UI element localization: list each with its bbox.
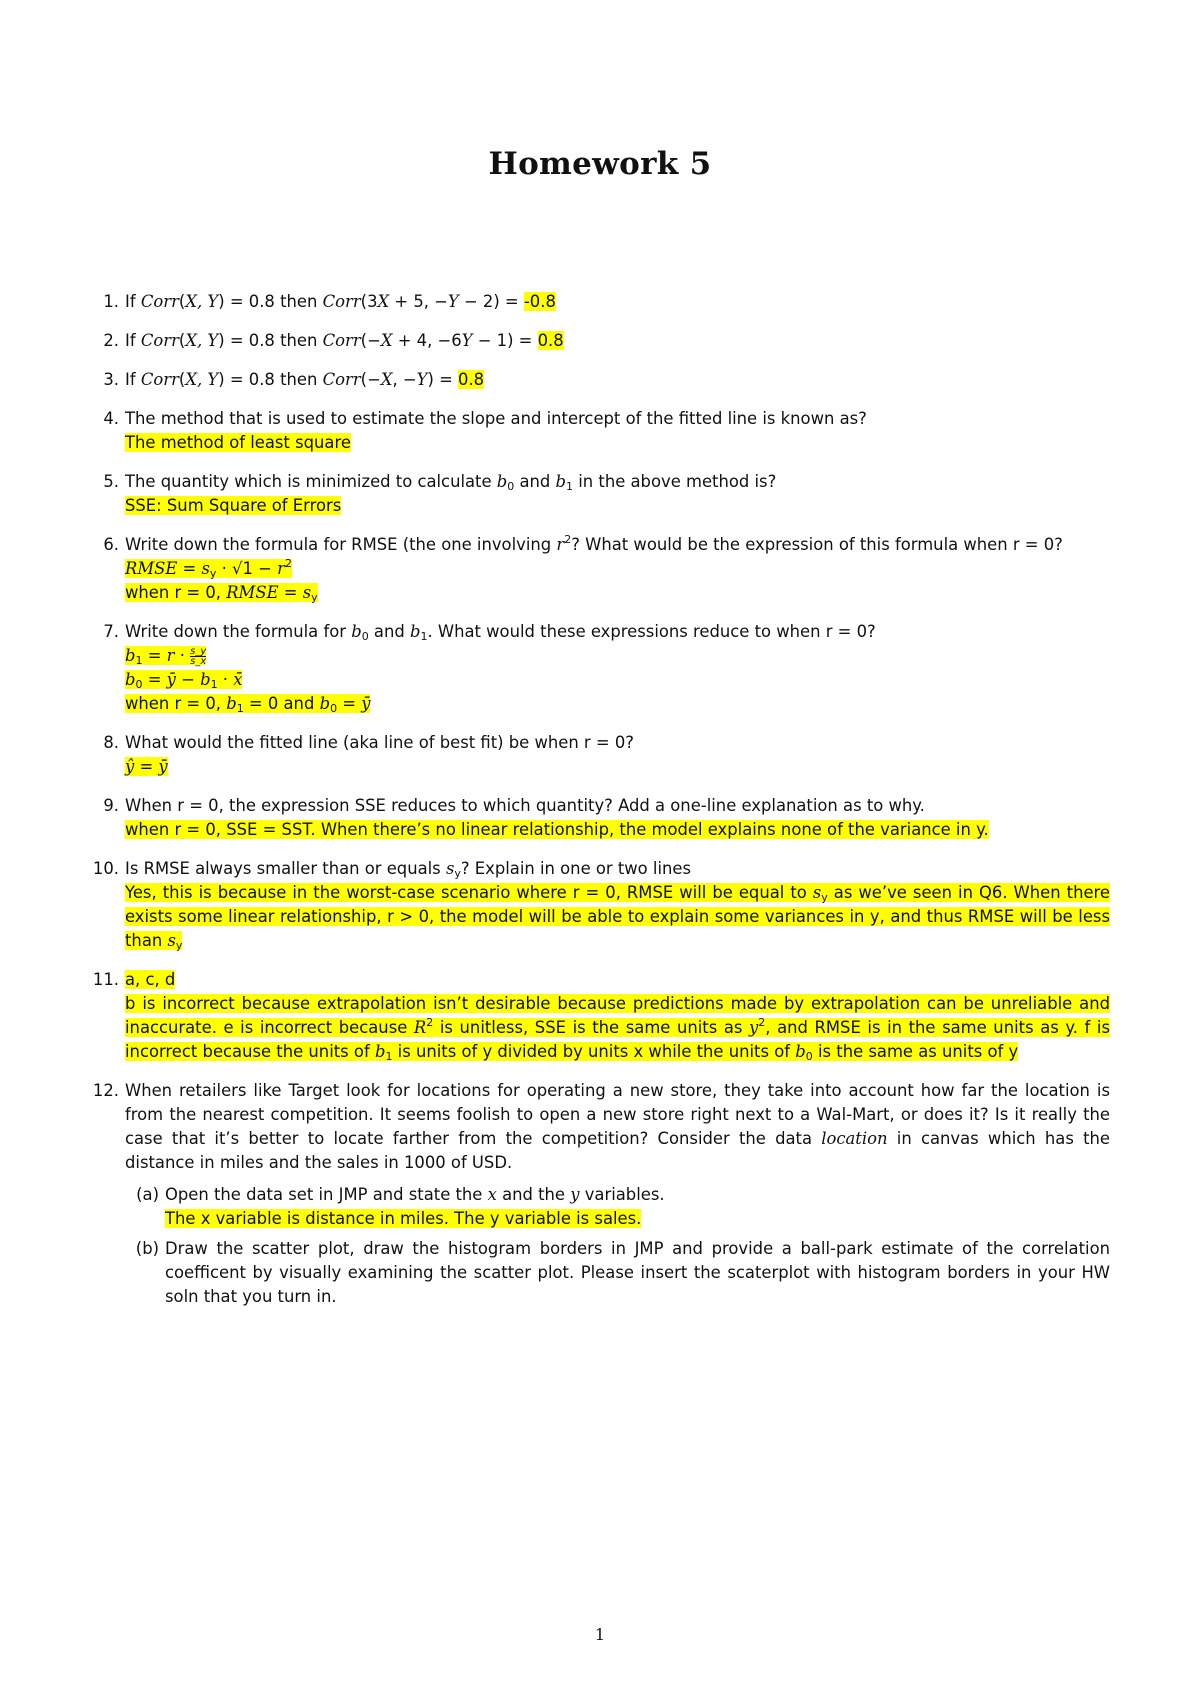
q7-l3-eq: = <box>337 694 362 713</box>
fraction-numerator: s_y <box>190 646 207 657</box>
question-list <box>92 290 1111 1324</box>
q3-corr-2: Corr <box>322 370 361 389</box>
q6-text-b: ? What would be the expression of this formula when r = 0? <box>571 535 1063 554</box>
q3-text-e: , − <box>392 370 417 389</box>
subquestion-label: (b) <box>135 1239 159 1258</box>
q7-l2-sub: 0 <box>135 678 143 691</box>
q11-R: R <box>413 1018 427 1037</box>
q7-b1-sub: 1 <box>420 630 428 643</box>
q11-y-sup: 2 <box>758 1016 766 1029</box>
question-12 <box>92 1079 1110 1309</box>
q6-text-a: Write down the formula for RMSE (the one involving <box>125 535 557 554</box>
answer-highlight: The x variable is distance in miles. The y variable is sales. <box>165 1209 642 1228</box>
page-title: Homework 5 <box>488 146 712 182</box>
subquestion-b <box>135 1237 1110 1309</box>
q6-sqrt: · √1 − <box>216 559 278 578</box>
answer-highlight <box>125 694 370 713</box>
q1-xy: X, Y <box>185 292 219 311</box>
q1-text-b: ( <box>178 292 186 311</box>
q6-rmse-2: RMSE <box>226 583 279 602</box>
q3-text-d: (− <box>360 370 381 389</box>
q3-text-f: ) = <box>427 370 459 389</box>
q6-s: s <box>201 559 210 578</box>
q7-l2-minus: − <box>175 670 201 689</box>
q6-s-sub: y <box>209 567 217 580</box>
answer-highlight: The method of least square <box>125 433 351 452</box>
subquestion-list <box>125 1183 1110 1309</box>
q5-b1-sub: 1 <box>566 480 574 493</box>
fraction <box>190 647 206 666</box>
answer-highlight: 0.8 <box>537 331 564 350</box>
page-number: 1 <box>594 1625 606 1644</box>
question-4 <box>103 407 1110 455</box>
q7-l1-sub: 1 <box>135 654 143 667</box>
q1-text-d: (3 <box>360 292 378 311</box>
answer-paragraph <box>125 992 1110 1064</box>
answer-highlight <box>125 646 206 665</box>
question-7 <box>103 620 1110 716</box>
q7-l2-b1: b <box>200 670 211 689</box>
q7-l1-b: b <box>125 646 136 665</box>
q11-y: y <box>749 1018 759 1037</box>
q10-ans-s-sub: y <box>821 891 828 904</box>
answer-highlight: a, c, d <box>125 970 176 989</box>
question-text <box>125 857 1110 881</box>
q11-b1: b <box>374 1042 386 1061</box>
q2-text-d: (− <box>360 331 381 350</box>
q7-l2-b: b <box>125 670 136 689</box>
q7-l1-eq: = <box>142 646 167 665</box>
q12a-text-c: variables. <box>579 1185 665 1204</box>
question-6 <box>103 533 1110 605</box>
answer-highlight: -0.8 <box>523 292 556 311</box>
q1-corr-1: Corr <box>140 292 179 311</box>
question-number: 8. <box>103 733 119 752</box>
question-text <box>125 533 1110 557</box>
question-number: 4. <box>103 409 119 428</box>
q2-y: Y <box>461 331 473 350</box>
question-8 <box>103 731 1110 779</box>
q10-ans-a: Yes, this is because in the worst-case scenario where r = 0, RMSE will be equal to <box>125 883 813 902</box>
q10-text-a: Is RMSE always smaller than or equals <box>125 859 446 878</box>
q12-text-a: When retailers like Target look for locations for operating a new store, they take into account how far the location is from the nearest competition. It seems foolish to open a new store right next to a Wal-Mart, or does it? Is it really the case that it’s better to locate farther from the competition? Consider the data <box>125 1081 1110 1148</box>
q6-eq-2: = <box>278 583 303 602</box>
q5-text-b: and <box>514 472 556 491</box>
question-11 <box>92 968 1110 1064</box>
question-number: 9. <box>103 796 119 815</box>
question-number: 3. <box>103 370 119 389</box>
q11-b1-sub: 1 <box>385 1050 393 1063</box>
q3-text-a: If <box>125 370 141 389</box>
question-text: When r = 0, the expression SSE reduces to which quantity? Add a one-line explanation as to why. <box>125 796 925 815</box>
q7-l1-dot: · <box>174 646 191 665</box>
q2-xy: X, Y <box>185 331 219 350</box>
question-number: 10. <box>92 859 119 878</box>
question-number: 12. <box>92 1081 119 1100</box>
subquestion-text: Draw the scatter plot, draw the histogram borders in JMP and provide a ball-park estimate of the correlation coefficent by visually examining the scatter plot. Please insert the scaterplot with histogram borders in your HW soln that you turn in. <box>165 1239 1110 1306</box>
q3-y: Y <box>416 370 428 389</box>
question-number: 5. <box>103 472 119 491</box>
q7-l3-when: when r = 0, <box>125 694 227 713</box>
answer-highlight: ŷ = ȳ <box>125 757 168 776</box>
question-text <box>125 470 1110 494</box>
q7-text-c: . What would these expressions reduce to when r = 0? <box>427 622 876 641</box>
answer-highlight <box>125 883 1110 950</box>
q2-text-b: ( <box>178 331 186 350</box>
question-2 <box>103 329 1110 353</box>
q7-l3-b0: b <box>319 694 331 713</box>
answer-highlight <box>125 670 242 689</box>
q7-l3-and: = 0 and <box>243 694 320 713</box>
q7-l2-dot: · <box>217 670 234 689</box>
q3-xy: X, Y <box>185 370 219 389</box>
q1-text-e: + 5, − <box>389 292 448 311</box>
q7-l3-b1-sub: 1 <box>236 702 244 715</box>
q11-R-sup: 2 <box>426 1016 434 1029</box>
q7-l2-ybar: ȳ <box>166 670 176 689</box>
q7-l3-ybar: ȳ <box>361 694 371 713</box>
question-number: 2. <box>103 331 119 350</box>
question-number: 1. <box>103 292 119 311</box>
q2-text-f: − 1) = <box>472 331 538 350</box>
q6-r: r <box>556 535 565 554</box>
q3-text-b: ( <box>178 370 186 389</box>
q10-ans-s2: s <box>167 931 176 950</box>
q1-text-f: − 2) = <box>458 292 524 311</box>
q5-text-a: The quantity which is minimized to calculate <box>125 472 497 491</box>
q7-l3-b1: b <box>226 694 237 713</box>
q6-when: when r = 0, <box>125 583 227 602</box>
q1-text-c: ) = 0.8 then <box>218 292 323 311</box>
q1-corr-2: Corr <box>322 292 361 311</box>
question-text <box>125 1079 1110 1175</box>
question-number: 7. <box>103 622 119 641</box>
question-text <box>125 620 1110 644</box>
answer-highlight: SSE: Sum Square of Errors <box>125 496 342 515</box>
q5-text-c: in the above method is? <box>573 472 777 491</box>
q11-exp-d: is units of y divided by units x while the units of <box>392 1042 796 1061</box>
answer-highlight <box>125 583 318 602</box>
question-9 <box>103 794 1110 842</box>
q5-b0: b <box>496 472 508 491</box>
q3-x: X <box>380 370 393 389</box>
question-number: 11. <box>92 970 119 989</box>
q7-b0-sub: 0 <box>361 630 369 643</box>
q6-eq: = <box>177 559 202 578</box>
q12a-text-b: and the <box>496 1185 571 1204</box>
q5-b1: b <box>555 472 567 491</box>
answer-highlight <box>125 994 1110 1061</box>
q12a-x: x <box>487 1185 497 1204</box>
q2-text-e: + 4, −6 <box>392 331 462 350</box>
q6-s-2: s <box>302 583 312 602</box>
q10-text-b: ? Explain in one or two lines <box>460 859 692 878</box>
q12a-text-a: Open the data set in JMP and state the <box>165 1185 488 1204</box>
q10-ans-s: s <box>812 883 822 902</box>
q7-b0: b <box>351 622 362 641</box>
q7-l1-r: r <box>166 646 175 665</box>
q6-r2-sup: 2 <box>284 557 292 570</box>
q11-exp-c: , and RMSE is in the same units as y. f is incorrect because the units of <box>125 1018 1110 1061</box>
question-number: 6. <box>103 535 119 554</box>
q2-corr-2: Corr <box>322 331 361 350</box>
q12a-y: y <box>570 1185 580 1204</box>
subquestion-label: (a) <box>136 1185 159 1204</box>
q2-text-a: If <box>125 331 141 350</box>
answer-highlight: 0.8 <box>458 370 485 389</box>
answer-paragraph <box>125 881 1110 953</box>
q1-y: Y <box>447 292 459 311</box>
q6-r-sup: 2 <box>564 533 572 546</box>
q11-exp-a: b is incorrect because extrapolation isn’t desirable because predictions made by extrapolation can be unreliable and inaccurate. e is incorrect because <box>125 994 1110 1037</box>
q11-exp-e: is the same as units of y <box>812 1042 1019 1061</box>
q7-l3-b0-sub: 0 <box>330 702 338 715</box>
q7-b1: b <box>409 622 421 641</box>
q7-l2-eq: = <box>142 670 167 689</box>
q2-corr-1: Corr <box>140 331 179 350</box>
question-text: What would the fitted line (aka line of best fit) be when r = 0? <box>125 733 634 752</box>
q5-b0-sub: 0 <box>507 480 515 493</box>
answer-highlight: when r = 0, SSE = SST. When there’s no linear relationship, the model explains none of the variance in y. <box>125 820 989 839</box>
fraction-denominator: s_x <box>190 656 207 667</box>
q11-b0-sub: 0 <box>805 1050 813 1063</box>
question-3 <box>103 368 1110 392</box>
q6-r2: r <box>277 559 285 578</box>
q7-text-a: Write down the formula for <box>125 622 352 641</box>
q11-exp-b: is unitless, SSE is the same units as <box>433 1018 750 1037</box>
q12-text-b: in canvas which has the distance in miles and the sales in 1000 of USD. <box>125 1129 1110 1172</box>
question-1 <box>103 290 1110 314</box>
q7-text-b: and <box>368 622 410 641</box>
q1-text-a: If <box>125 292 141 311</box>
q11-b0: b <box>795 1042 806 1061</box>
q10-ans-s2-sub: y <box>175 939 183 952</box>
q6-s-2-sub: y <box>311 591 318 604</box>
q7-l2-b1-sub: 1 <box>210 678 218 691</box>
q1-x: X <box>377 292 390 311</box>
q7-l2-xbar: x̄ <box>233 670 243 689</box>
subquestion-a <box>136 1183 1110 1231</box>
q3-corr-1: Corr <box>140 370 179 389</box>
q10-s: s <box>445 859 455 878</box>
question-10 <box>92 857 1111 953</box>
q12-location: location <box>821 1129 888 1148</box>
q6-rmse: RMSE <box>125 559 178 578</box>
question-5 <box>103 470 1110 518</box>
question-text: The method that is used to estimate the slope and intercept of the fitted line is known as? <box>125 409 867 428</box>
q2-text-c: ) = 0.8 then <box>218 331 323 350</box>
q2-x: X <box>380 331 393 350</box>
q10-s-sub: y <box>454 867 461 880</box>
answer-highlight <box>125 559 292 578</box>
q3-text-c: ) = 0.8 then <box>218 370 323 389</box>
q10-ans-b: as we’ve seen in Q6. When there exists some linear relationship, r > 0, the model will be able to explain some variances in y, and thus RMSE will be less than <box>125 883 1111 950</box>
